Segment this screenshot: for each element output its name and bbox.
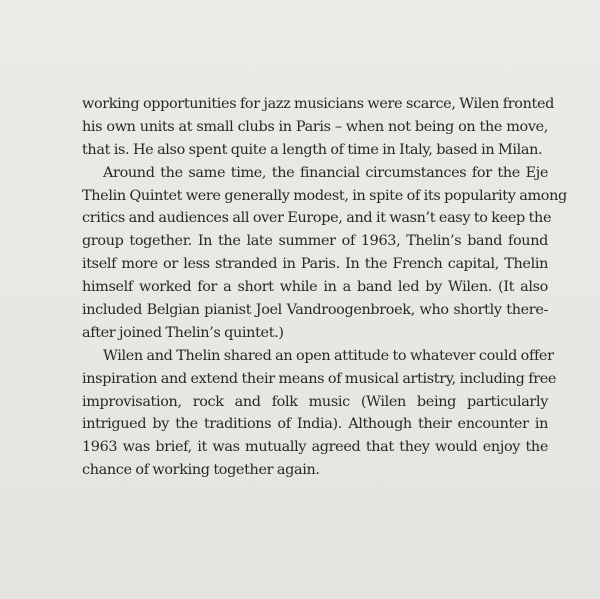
text-line: group together. In the late summer of 1963, Thelin’s band found <box>82 233 548 250</box>
text-line: Wilen and Thelin shared an open attitude to whatever could offer <box>103 347 554 364</box>
text-line: chance of working together again. <box>82 462 320 479</box>
text-line: included Belgian pianist Joel Vandroogenbroek, who shortly there- <box>82 302 548 319</box>
text-line: Thelin Quintet were generally modest, in spite of its popularity among <box>82 187 567 204</box>
text-line: that is. He also spent quite a length of time in Italy, based in Milan. <box>82 141 543 158</box>
text-line: intrigued by the traditions of India). Although their encounter in <box>82 416 548 433</box>
text-line: inspiration and extend their means of musical artistry, including free <box>82 370 557 387</box>
text-line: himself worked for a short while in a band led by Wilen. (It also <box>82 279 548 296</box>
paragraph-1 <box>82 93 554 162</box>
text-line: his own units at small clubs in Paris – when not being on the move, <box>82 118 548 135</box>
text-line: Around the same time, the financial circumstances for the Eje <box>103 164 548 181</box>
text-line: itself more or less stranded in Paris. In the French capital, Thelin <box>82 256 548 273</box>
text-line: working opportunities for jazz musicians were scarce, Wilen fronted <box>82 96 554 112</box>
body-text <box>82 93 567 482</box>
text-line: improvisation, rock and folk music (Wilen being particularly <box>82 393 548 410</box>
text-line: 1963 was brief, it was mutually agreed that they would enjoy the <box>82 439 548 456</box>
paragraph-3 <box>82 345 557 482</box>
paragraph-2 <box>82 162 567 345</box>
text-line: after joined Thelin’s quintet.) <box>82 324 284 341</box>
text-line: critics and audiences all over Europe, and it wasn’t easy to keep the <box>82 210 552 227</box>
